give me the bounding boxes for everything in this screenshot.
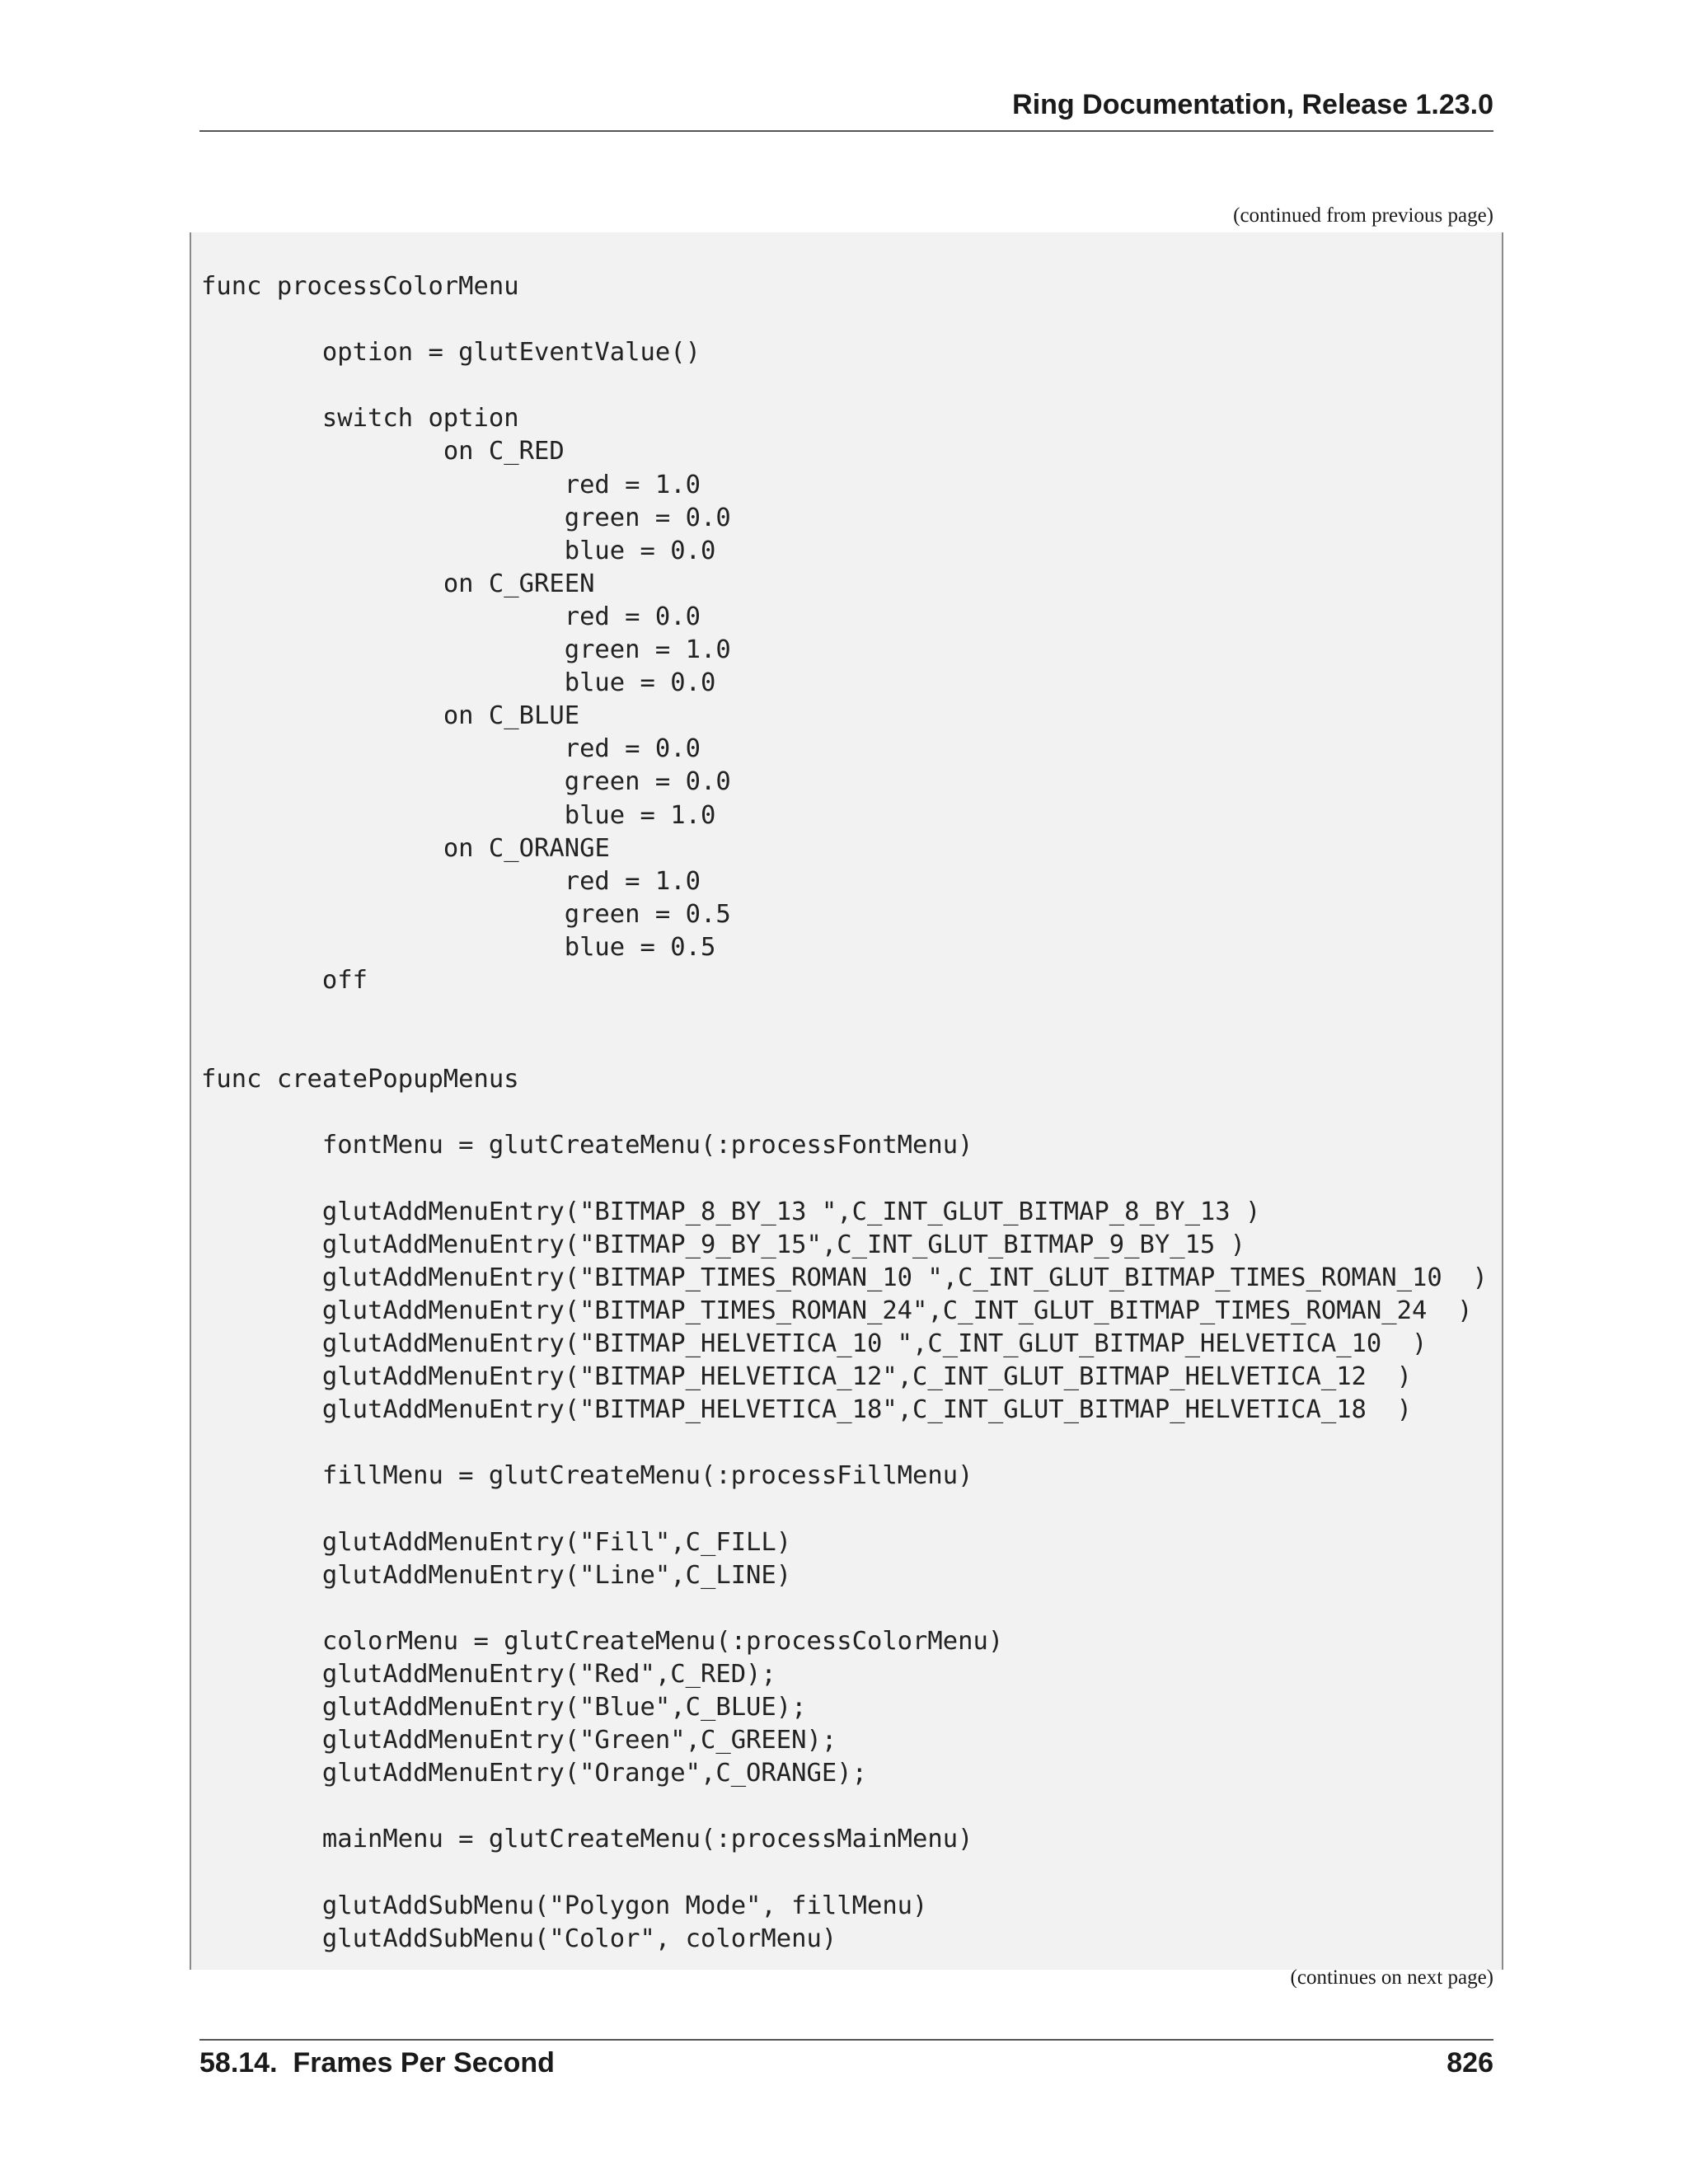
continues-on-note: (continues on next page) — [1290, 1966, 1493, 1989]
code-listing: func processColorMenu option = glutEventValue() switch option on C_RED red = 1.0 green = 0.0 blue = 0.0 on C_GREEN red = 0.0 green = 1.0 blue = 0.0 on C_BLUE red = 0.0 green = 0.0 blue = 1.0 on C_ORANGE red = 1.0 green = 0.5 blue = 0.5 off func createPopupMenus fontMenu = glutCreateMenu(:processFontMenu) glutAddMenuEntry("BITMAP_8_BY_13 ",C_INT_GLUT_BITMAP_8_BY_13 ) glutAddMenuEntry("BITMAP_9_BY_15",C_INT_GLUT_BITMAP_9_BY_15 ) glutAddMenuEntry("BITMAP_TIMES_ROMAN_10 ",C_INT_GLUT_BITMAP_TIMES_ROMAN_10 ) glutAddMenuEntry("BITMAP_TIMES_ROMAN_24",C_INT_GLUT_BITMAP_TIMES_ROMAN_24 ) glutAddMenuEntry("BITMAP_HELVETICA_10 ",C_INT_GLUT_BITMAP_HELVETICA_10 ) glutAddMenuEntry("BITMAP_HELVETICA_12",C_INT_GLUT_BITMAP_HELVETICA_12 ) glutAddMenuEntry("BITMAP_HELVETICA_18",C_INT_GLUT_BITMAP_HELVETICA_18 ) fillMenu = glutCreateMenu(:processFillMenu) glutAddMenuEntry("Fill",C_FILL) glutAddMenuEntry("Line",C_LINE) colorMenu = glutCreateMenu(:processColorMenu) glutAddMenuEntry("Red",C_RED); glutAddMenuEntry("Blue",C_BLUE); glutAddMenuEntry("Green",C_GREEN); glutAddMenuEntry("Orange",C_ORANGE); mainMenu = glutCreateMenu(:processMainMenu) glutAddSubMenu("Polygon Mode", fillMenu) glutAddSubMenu("Color", colorMenu) — [201, 272, 1488, 1953]
footer-divider — [199, 2039, 1493, 2041]
page-number: 826 — [1447, 2047, 1493, 2079]
continued-from-note: (continued from previous page) — [1233, 204, 1493, 227]
footer-section-title: 58.14. Frames Per Second — [199, 2047, 555, 2079]
header-divider — [199, 130, 1493, 132]
code-block-container — [190, 232, 1503, 1970]
page-header-title: Ring Documentation, Release 1.23.0 — [1012, 89, 1493, 120]
